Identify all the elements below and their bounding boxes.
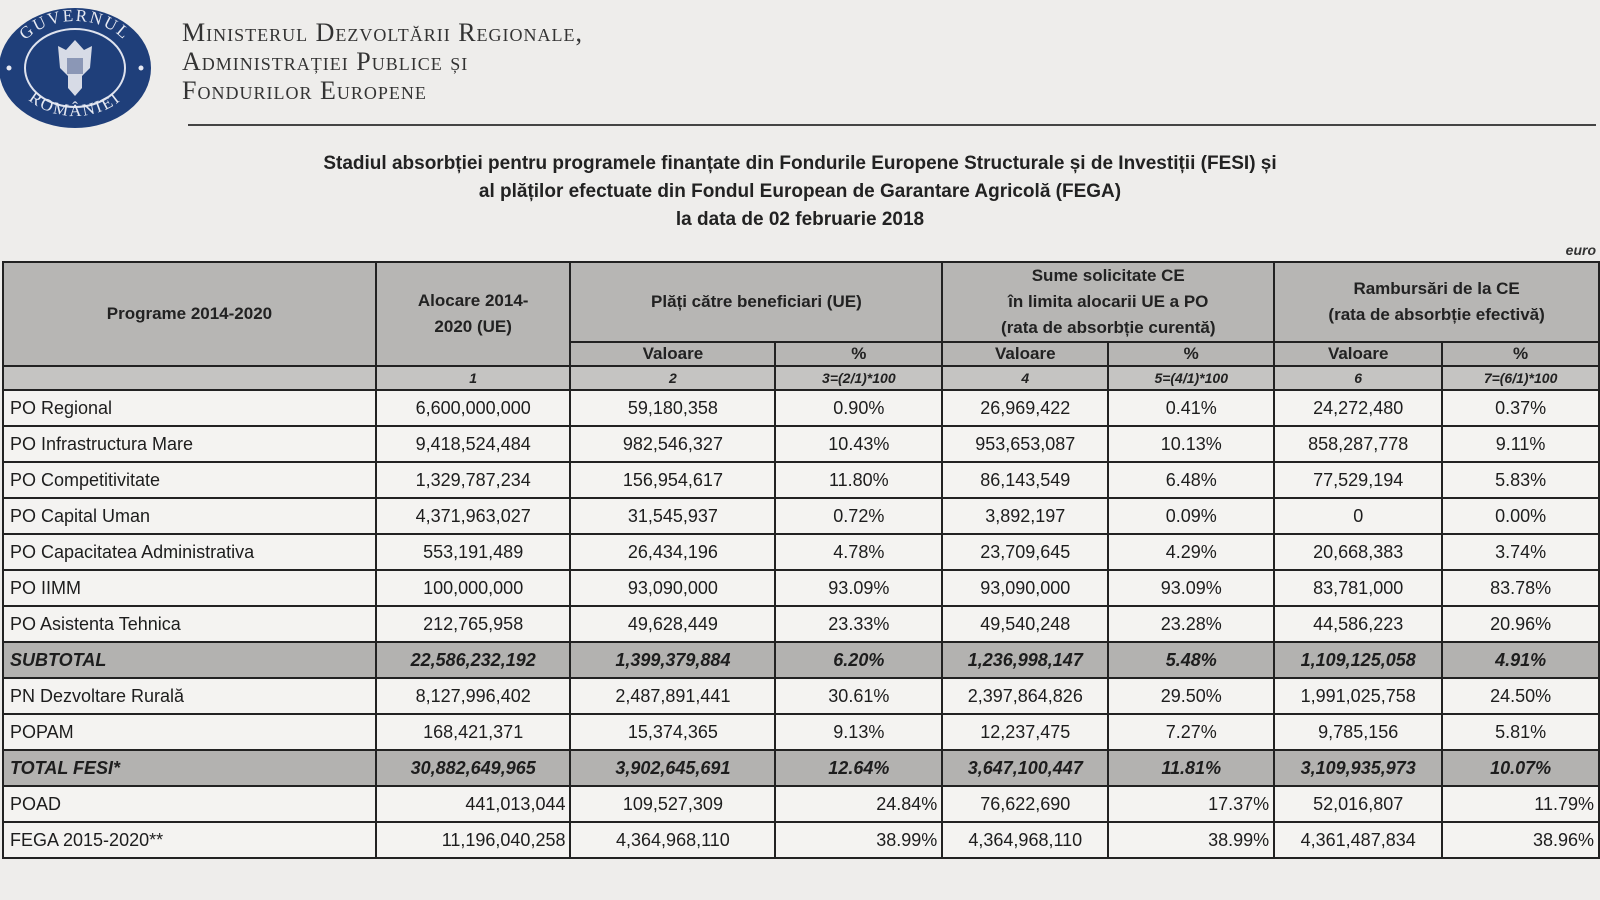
absorption-table <box>2 261 1600 859</box>
ramb-valoare-cell: 83,781,000 <box>1274 570 1442 606</box>
table-total-row <box>3 642 1599 678</box>
title-line-2: al plăților efectuate din Fondul European de Garantare Agricolă (FEGA) <box>478 181 1122 202</box>
alocare-cell: 6,600,000,000 <box>376 390 571 426</box>
ramb-valoare-cell: 44,586,223 <box>1274 606 1442 642</box>
index-4: 4 <box>942 366 1108 390</box>
ramb-percent-cell: 9.11% <box>1442 426 1599 462</box>
plati-percent-cell: 9.13% <box>775 714 942 750</box>
program-name: PO Asistenta Tehnica <box>3 606 376 642</box>
plati-valoare-cell: 49,628,449 <box>570 606 775 642</box>
header-sume-valoare: Valoare <box>942 342 1108 366</box>
index-5: 5=(4/1)*100 <box>1108 366 1274 390</box>
sume-percent-cell: 17.37% <box>1108 786 1274 822</box>
header-plati-percent: % <box>775 342 942 366</box>
header-plati-valoare: Valoare <box>570 342 775 366</box>
sume-percent-cell: 38.99% <box>1108 822 1274 858</box>
title-line-1: Stadiul absorbției pentru programele finanțate din Fondurile Europene Structurale și de Investiții (FESI) și <box>323 153 1277 174</box>
ramb-valoare-cell: 9,785,156 <box>1274 714 1442 750</box>
table-row <box>3 426 1599 462</box>
header-rambursari-line-1: Rambursări de la CE <box>1353 279 1520 298</box>
sume-percent-cell: 11.81% <box>1108 750 1274 786</box>
plati-percent-cell: 12.64% <box>775 750 942 786</box>
plati-percent-cell: 0.72% <box>775 498 942 534</box>
plati-valoare-cell: 109,527,309 <box>570 786 775 822</box>
document-title <box>0 150 1600 234</box>
header-plati: Plăți către beneficiari (UE) <box>570 262 942 342</box>
plati-valoare-cell: 982,546,327 <box>570 426 775 462</box>
plati-percent-cell: 10.43% <box>775 426 942 462</box>
plati-percent-cell: 11.80% <box>775 462 942 498</box>
sume-valoare-cell: 49,540,248 <box>942 606 1108 642</box>
table-row <box>3 714 1599 750</box>
sume-percent-cell: 93.09% <box>1108 570 1274 606</box>
plati-valoare-cell: 59,180,358 <box>570 390 775 426</box>
plati-percent-cell: 6.20% <box>775 642 942 678</box>
ministry-line-3: Fondurilor Europene <box>182 76 427 105</box>
ramb-valoare-cell: 52,016,807 <box>1274 786 1442 822</box>
sume-percent-cell: 7.27% <box>1108 714 1274 750</box>
sume-percent-cell: 29.50% <box>1108 678 1274 714</box>
alocare-cell: 441,013,044 <box>376 786 571 822</box>
sume-valoare-cell: 93,090,000 <box>942 570 1108 606</box>
program-name: SUBTOTAL <box>3 642 376 678</box>
ramb-valoare-cell: 24,272,480 <box>1274 390 1442 426</box>
plati-valoare-cell: 156,954,617 <box>570 462 775 498</box>
alocare-cell: 1,329,787,234 <box>376 462 571 498</box>
index-2: 2 <box>570 366 775 390</box>
plati-percent-cell: 0.90% <box>775 390 942 426</box>
index-3: 3=(2/1)*100 <box>775 366 942 390</box>
index-7: 7=(6/1)*100 <box>1442 366 1599 390</box>
ramb-percent-cell: 83.78% <box>1442 570 1599 606</box>
alocare-cell: 553,191,489 <box>376 534 571 570</box>
sume-valoare-cell: 86,143,549 <box>942 462 1108 498</box>
title-line-3: la data de 02 februarie 2018 <box>675 209 925 230</box>
ministry-name <box>182 18 583 105</box>
sume-percent-cell: 0.09% <box>1108 498 1274 534</box>
program-name: POPAM <box>3 714 376 750</box>
plati-percent-cell: 4.78% <box>775 534 942 570</box>
sume-percent-cell: 6.48% <box>1108 462 1274 498</box>
sume-percent-cell: 10.13% <box>1108 426 1274 462</box>
plati-valoare-cell: 31,545,937 <box>570 498 775 534</box>
ramb-valoare-cell: 77,529,194 <box>1274 462 1442 498</box>
alocare-cell: 22,586,232,192 <box>376 642 571 678</box>
table-row <box>3 498 1599 534</box>
ministry-line-2: Administrației Publice și <box>182 47 469 76</box>
ramb-percent-cell: 11.79% <box>1442 786 1599 822</box>
header-sume-line-2: în limita alocarii UE a PO <box>1008 292 1209 311</box>
sume-percent-cell: 5.48% <box>1108 642 1274 678</box>
ministry-line-1: Ministerul Dezvoltării Regionale, <box>182 18 584 47</box>
government-seal-logo <box>0 6 154 130</box>
table-row <box>3 786 1599 822</box>
header-sume-line-3: (rata de absorbție curentă) <box>1001 318 1216 337</box>
table-row <box>3 390 1599 426</box>
sume-valoare-cell: 2,397,864,826 <box>942 678 1108 714</box>
plati-valoare-cell: 26,434,196 <box>570 534 775 570</box>
alocare-cell: 168,421,371 <box>376 714 571 750</box>
header-alocare: Alocare 2014-2020 (UE) <box>376 262 571 366</box>
sume-valoare-cell: 23,709,645 <box>942 534 1108 570</box>
ramb-percent-cell: 0.37% <box>1442 390 1599 426</box>
program-name: PO Capacitatea Administrativa <box>3 534 376 570</box>
plati-percent-cell: 24.84% <box>775 786 942 822</box>
ramb-valoare-cell: 4,361,487,834 <box>1274 822 1442 858</box>
sume-valoare-cell: 26,969,422 <box>942 390 1108 426</box>
ramb-valoare-cell: 0 <box>1274 498 1442 534</box>
plati-percent-cell: 93.09% <box>775 570 942 606</box>
plati-percent-cell: 30.61% <box>775 678 942 714</box>
header-rambursari-line-2: (rata de absorbție efectivă) <box>1328 305 1545 324</box>
sume-valoare-cell: 3,892,197 <box>942 498 1108 534</box>
sume-percent-cell: 4.29% <box>1108 534 1274 570</box>
sume-percent-cell: 23.28% <box>1108 606 1274 642</box>
table-row <box>3 462 1599 498</box>
alocare-cell: 100,000,000 <box>376 570 571 606</box>
ramb-valoare-cell: 858,287,778 <box>1274 426 1442 462</box>
program-name: PO Capital Uman <box>3 498 376 534</box>
header-sume-line-1: Sume solicitate CE <box>1031 266 1185 285</box>
table-row <box>3 534 1599 570</box>
ramb-percent-cell: 10.07% <box>1442 750 1599 786</box>
ramb-percent-cell: 24.50% <box>1442 678 1599 714</box>
header-ramb-percent: % <box>1442 342 1599 366</box>
sume-valoare-cell: 76,622,690 <box>942 786 1108 822</box>
plati-valoare-cell: 4,364,968,110 <box>570 822 775 858</box>
ramb-percent-cell: 5.81% <box>1442 714 1599 750</box>
ramb-percent-cell: 20.96% <box>1442 606 1599 642</box>
program-name: PO Competitivitate <box>3 462 376 498</box>
sume-valoare-cell: 4,364,968,110 <box>942 822 1108 858</box>
ramb-valoare-cell: 1,109,125,058 <box>1274 642 1442 678</box>
index-1: 1 <box>376 366 571 390</box>
alocare-cell: 8,127,996,402 <box>376 678 571 714</box>
program-name: PO Regional <box>3 390 376 426</box>
sume-percent-cell: 0.41% <box>1108 390 1274 426</box>
alocare-cell: 212,765,958 <box>376 606 571 642</box>
program-name: PN Dezvoltare Rurală <box>3 678 376 714</box>
alocare-cell: 11,196,040,258 <box>376 822 571 858</box>
sume-valoare-cell: 3,647,100,447 <box>942 750 1108 786</box>
svg-text:ROMÂNIEI: ROMÂNIEI <box>25 87 125 121</box>
table-row <box>3 606 1599 642</box>
plati-percent-cell: 38.99% <box>775 822 942 858</box>
ramb-percent-cell: 4.91% <box>1442 642 1599 678</box>
sume-valoare-cell: 12,237,475 <box>942 714 1108 750</box>
table-row <box>3 678 1599 714</box>
currency-unit: euro <box>1565 242 1596 258</box>
header-sume <box>942 262 1274 342</box>
svg-text:GUVERNUL: GUVERNUL <box>15 6 135 44</box>
program-name: POAD <box>3 786 376 822</box>
ramb-valoare-cell: 3,109,935,973 <box>1274 750 1442 786</box>
sume-valoare-cell: 953,653,087 <box>942 426 1108 462</box>
header-rambursari <box>1274 262 1599 342</box>
alocare-cell: 4,371,963,027 <box>376 498 571 534</box>
plati-valoare-cell: 1,399,379,884 <box>570 642 775 678</box>
alocare-cell: 30,882,649,965 <box>376 750 571 786</box>
index-6: 6 <box>1274 366 1442 390</box>
index-blank <box>3 366 376 390</box>
plati-valoare-cell: 2,487,891,441 <box>570 678 775 714</box>
plati-valoare-cell: 15,374,365 <box>570 714 775 750</box>
header-ramb-valoare: Valoare <box>1274 342 1442 366</box>
header-programe: Programe 2014-2020 <box>3 262 376 366</box>
ramb-valoare-cell: 1,991,025,758 <box>1274 678 1442 714</box>
plati-valoare-cell: 93,090,000 <box>570 570 775 606</box>
header-sume-percent: % <box>1108 342 1274 366</box>
program-name: FEGA 2015-2020** <box>3 822 376 858</box>
table-total-row <box>3 750 1599 786</box>
program-name: TOTAL FESI* <box>3 750 376 786</box>
program-name: PO Infrastructura Mare <box>3 426 376 462</box>
ramb-percent-cell: 5.83% <box>1442 462 1599 498</box>
alocare-cell: 9,418,524,484 <box>376 426 571 462</box>
plati-valoare-cell: 3,902,645,691 <box>570 750 775 786</box>
program-name: PO IIMM <box>3 570 376 606</box>
ramb-percent-cell: 0.00% <box>1442 498 1599 534</box>
table-row <box>3 570 1599 606</box>
ramb-percent-cell: 3.74% <box>1442 534 1599 570</box>
plati-percent-cell: 23.33% <box>775 606 942 642</box>
ramb-valoare-cell: 20,668,383 <box>1274 534 1442 570</box>
ramb-percent-cell: 38.96% <box>1442 822 1599 858</box>
header-divider <box>188 124 1596 126</box>
sume-valoare-cell: 1,236,998,147 <box>942 642 1108 678</box>
table-row <box>3 822 1599 858</box>
